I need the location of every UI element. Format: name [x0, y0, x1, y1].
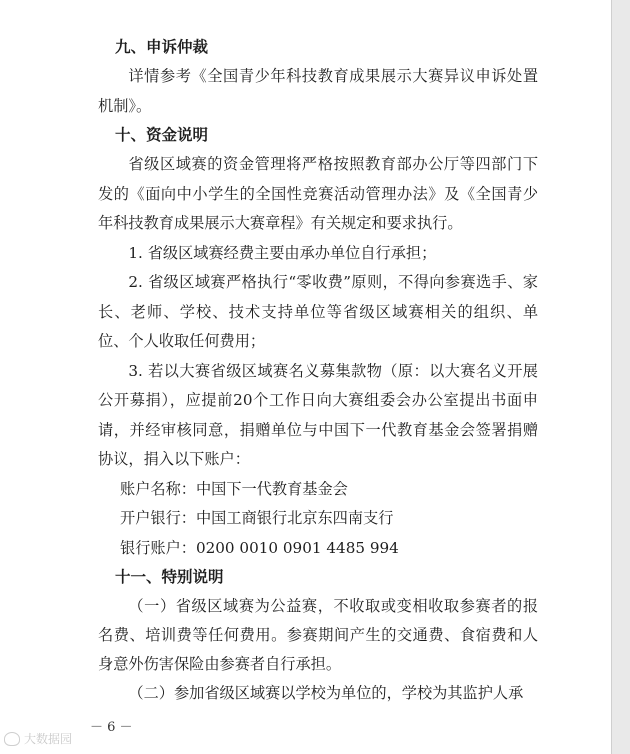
account-number-line: 银行账户：0200 0010 0901 4485 994 — [120, 538, 399, 557]
section-10-paragraph: 省级区域赛的资金管理将严格按照教育部办公厅等四部门下发的《面向中小学生的全国性竞赛活动管理办法》及《全国青少年科技教育成果展示大赛章程》有关规定和要求执行。 — [98, 155, 538, 232]
section-10-item-1: 1. 省级区域赛经费主要由承办单位自行承担； — [128, 243, 437, 262]
section-9-paragraph: 详情参考《全国青少年科技教育成果展示大赛异议申诉处置机制》。 — [98, 67, 538, 115]
account-name-line: 账户名称：中国下一代教育基金会 — [120, 479, 348, 498]
section-10-item-3: 3. 若以大赛省级区域赛名义募集款物（原：以大赛名义开展公开募捐），应提前20个工作日向大赛组委会办公室提出书面申请，并经审核同意，捐赠单位与中国下一代教育基金会签署捐赠协议，捐入以下账户： — [98, 361, 538, 468]
watermark-text: 大数据园 — [24, 732, 73, 746]
section-10-heading: 十、资金说明 — [115, 126, 209, 144]
section-11-heading: 十一、特别说明 — [115, 568, 224, 586]
section-10-item-2: 2. 省级区域赛严格执行“零收费”原则，不得向参赛选手、家长、老师、学校、技术支持单位等省级区域赛相关的组织、单位、个人收取任何费用； — [98, 273, 538, 350]
document-body — [98, 33, 538, 708]
section-9-heading: 九、申诉仲裁 — [115, 38, 209, 56]
bank-line: 开户银行：中国工商银行北京东四南支行 — [120, 509, 394, 527]
watermark — [4, 730, 72, 747]
section-11-paragraph-1: （一）省级区域赛为公益赛，不收取或变相收取参赛者的报名费、培训费等任何费用。参赛期间产生的交通费、食宿费和人身意外伤害保险由参赛者自行承担。 — [98, 597, 538, 673]
watermark-logo-icon — [4, 732, 20, 746]
section-11-paragraph-2: （二）参加省级区域赛以学校为单位的，学校为其监护人承 — [128, 684, 524, 702]
page-number: － 6 － — [90, 720, 133, 735]
